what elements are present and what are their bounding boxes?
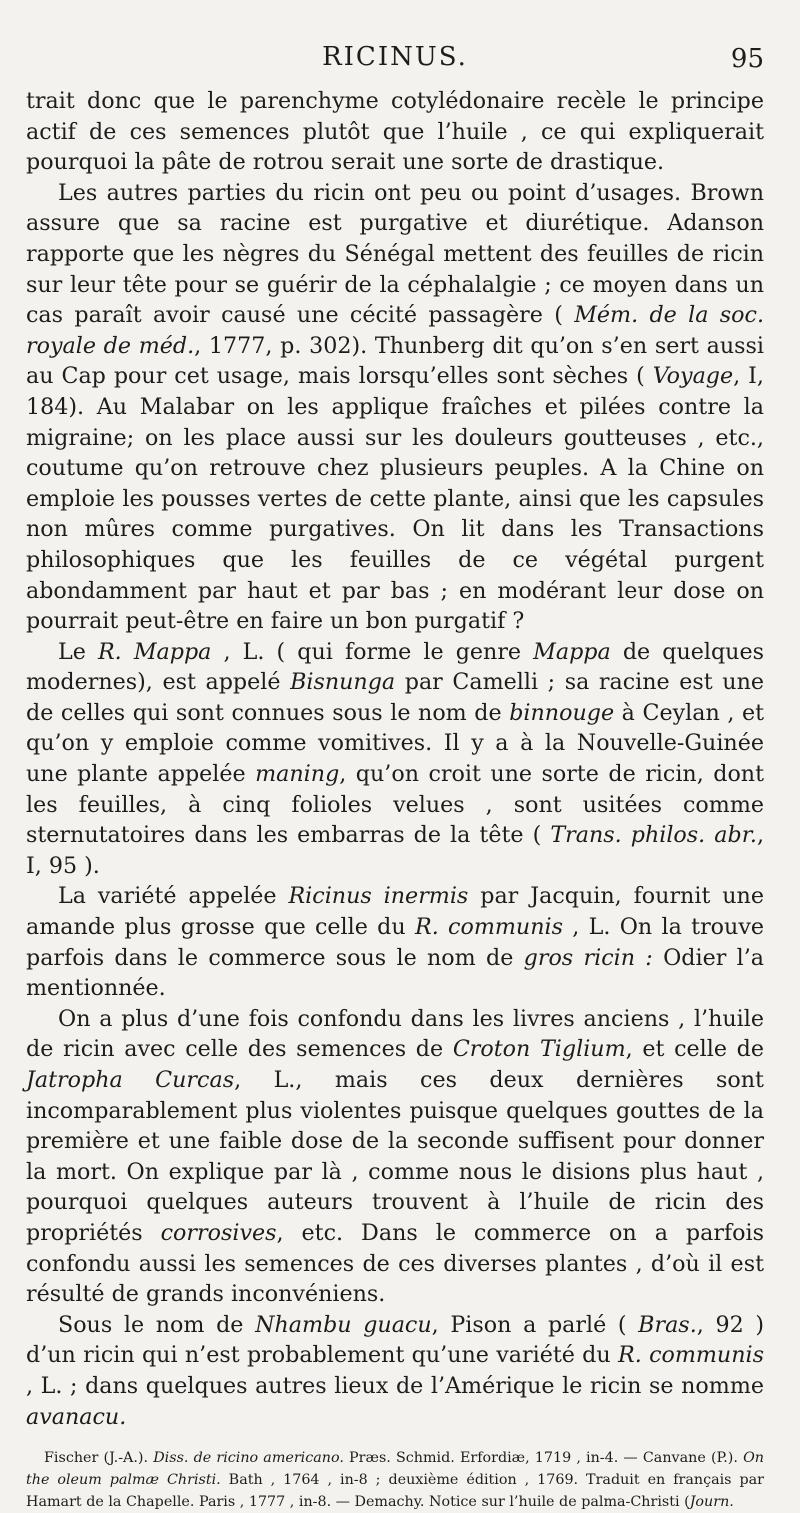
italic-run: Jatropha Curcas: [26, 1067, 235, 1093]
footnote-separator: [26, 1440, 764, 1441]
italic-run: R. Mappa: [97, 638, 212, 665]
text-run: Præs. Schmid. Erfordiæ, 1719 , in-4. — Canvane (P.).: [343, 1450, 744, 1467]
italic-run: On the oleum palmæ Christi.: [26, 1450, 765, 1489]
text-run: Bath , 1764 , in-8 ; deuxième édition , 1769. Traduit en français par Hamart de la Chapelle. Paris , 1777 , in-8. — Demachy. Notice sur l’huile de palma-Christi (: [26, 1472, 764, 1511]
text-run: de quelques modernes), est appelé: [26, 638, 764, 696]
italic-run: Croton Tiglium: [452, 1036, 626, 1063]
running-title: RICINUS.: [322, 42, 468, 72]
italic-run: gros ricin :: [523, 944, 653, 971]
text-run: , qu’on croit une sorte de ricin, dont les feuilles, à cinq folioles velues , sont usitées comme sternutatoires dans les embarras de la tête (: [26, 761, 765, 849]
italic-run: Nhambu guacu: [255, 1311, 432, 1338]
text-run: , L. On la trouve parfois dans le commerce sous le nom de: [26, 914, 764, 971]
italic-run: Diss. de ricino americano.: [153, 1450, 344, 1467]
paragraph: [26, 881, 764, 1003]
italic-run: R. communis: [414, 914, 563, 941]
italic-run: Mém. de la soc. royale de méd.: [26, 302, 764, 359]
paragraph: [26, 1310, 764, 1432]
italic-run: Mappa: [533, 638, 611, 665]
text-run: Les autres parties du ricin ont peu ou point d’usages. Brown assure que sa racine est purgative et diurétique. Adanson rapporte que les nègres du Sénégal mettent des feuilles de ricin sur leur tête pour se guérir de la céphalalgie ; ce moyen dans un cas paraît avoir causé une cécité passagère (: [26, 179, 764, 329]
page-number: 95: [730, 44, 764, 74]
text-run: , L. ; dans quelques autres lieux de l’Amérique le ricin se nomme: [26, 1372, 764, 1399]
italic-run: Bisnunga: [290, 669, 396, 696]
text-run: , 92 ) d’un ricin qui n’est probablement qu’une variété du: [26, 1311, 764, 1369]
paragraph: [26, 1004, 764, 1310]
paragraph: [26, 86, 764, 178]
italic-run: Voyage: [652, 363, 734, 390]
text-run: On a plus d’une fois confondu dans les livres anciens , l’huile de ricin avec celle des semences de: [26, 1005, 764, 1063]
text-run: Fischer (J.-A.).: [44, 1450, 154, 1467]
italic-run: Journ.: [689, 1494, 734, 1511]
italic-run: Bras.: [638, 1311, 697, 1338]
text-run: Sous le nom de: [58, 1311, 256, 1338]
paragraph: [26, 637, 764, 882]
text-run: à Ceylan , et qu’on y emploie comme vomitives. Il y a à la Nouvelle-Guinée une plante appelée: [26, 699, 765, 788]
italic-run: Ricinus inermis: [288, 883, 469, 910]
text-run: , etc. Dans le commerce on a parfois confondu aussi les semences de ces diverses plantes , d’où il est résulté de grands inconvéniens.: [26, 1219, 764, 1308]
text-run: , I, 95 ).: [26, 822, 764, 879]
bibliography-footnote: [26, 1447, 764, 1513]
text-run: , et celle de: [625, 1036, 764, 1063]
text-run: , 1777, p. 302). Thunberg dit qu’on s’en sert aussi au Cap pour cet usage, mais lorsqu’elles sont sèches (: [26, 332, 764, 390]
text-run: , Pison a parlé (: [431, 1311, 639, 1338]
text-run: Odier l’a mentionnée.: [26, 944, 764, 1002]
body-text: [26, 86, 764, 1432]
text-run: Le: [58, 638, 98, 665]
italic-run: binnouge: [509, 699, 615, 726]
paragraph: [26, 178, 764, 637]
italic-run: Trans. philos. abr.: [550, 822, 757, 849]
italic-run: corrosives: [160, 1219, 277, 1246]
running-header: [26, 38, 764, 86]
text-run: par Camelli ; sa racine est une de celles qui sont connues sous le nom de: [26, 669, 764, 726]
text-run: , I, 184). Au Malabar on les applique fraîches et pilées contre la migraine; on les place aussi sur les douleurs goutteuses , etc., coutume qu’on retrouve chez plusieurs peuples. A la Chine on emploie les pousses vertes de cette plante, ainsi que les capsules non mûres comme purgatives. On lit dans les Transactions philosophiques que les feuilles de ce végétal purgent abondamment par haut et par bas ; en modérant leur dose on pourrait peut-être en faire un bon purgatif ?: [26, 363, 764, 635]
italic-run: maning: [255, 761, 340, 788]
text-run: La variété appelée: [58, 883, 289, 910]
italic-run: R. communis: [618, 1342, 764, 1369]
text-run: , L., mais ces deux dernières sont incomparablement plus violentes puisque quelques gouttes de la première et une faible dose de la seconde suffisent pour donner la mort. On explique par là , comme nous le disions plus haut , pourquoi quelques auteurs trouvent à l’huile de ricin des propriétés: [26, 1067, 764, 1246]
text-run: par Jacquin, fournit une amande plus grosse que celle du: [26, 883, 764, 941]
italic-run: avanacu.: [26, 1403, 127, 1430]
text-run: , L. ( qui forme le genre: [211, 638, 534, 665]
text-run: trait donc que le parenchyme cotylédonaire recèle le principe actif de ces semences plutôt que l’huile , ce qui expliquerait pourquoi la pâte de rotrou serait une sorte de drastique.: [26, 88, 764, 176]
